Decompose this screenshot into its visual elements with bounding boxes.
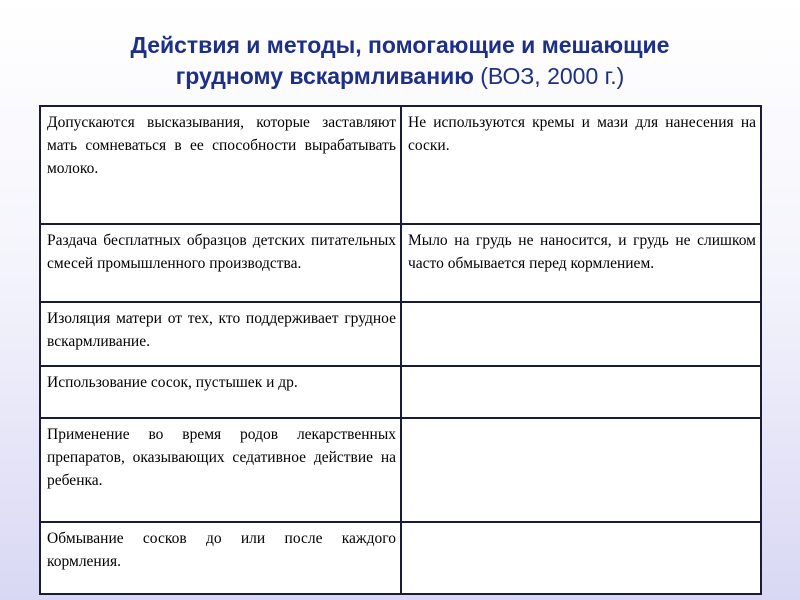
table-row [40,418,761,522]
table-row [40,302,761,366]
table-row [40,224,761,302]
table-row [40,106,761,224]
title-line-2 [0,61,800,92]
title-line-2-bold: грудному вскармливанию [175,63,474,89]
helping-practice-cell [401,366,761,418]
helping-practice-cell: Мыло на грудь не наносится, и грудь не слишком часто обмывается перед кормлением. [401,224,761,302]
hindering-practice-cell: Допускаются высказывания, которые заставляют мать сомневаться в ее способности вырабатывать молоко. [40,106,401,224]
hindering-practice-cell: Раздача бесплатных образцов детских питательных смесей промышленного производства. [40,224,401,302]
hindering-practice-cell: Изоляция матери от тех, кто поддерживает грудное вскармливание. [40,302,401,366]
hindering-practice-cell: Обмывание сосков до или после каждого кормления. [40,522,401,594]
title-line-1: Действия и методы, помогающие и мешающие [130,32,670,58]
helping-practice-cell [401,302,761,366]
practices-table [39,105,762,595]
helping-practice-cell: Не используются кремы и мази для нанесения на соски. [401,106,761,224]
table-row [40,366,761,418]
helping-practice-cell [401,522,761,594]
hindering-practice-cell: Применение во время родов лекарственных препаратов, оказывающих седативное действие на ребенка. [40,418,401,522]
helping-practice-cell [401,418,761,522]
table-row [40,522,761,594]
title-source-note: (ВОЗ, 2000 г.) [473,63,625,89]
slide-title [0,30,800,92]
hindering-practice-cell: Использование сосок, пустышек и др. [40,366,401,418]
